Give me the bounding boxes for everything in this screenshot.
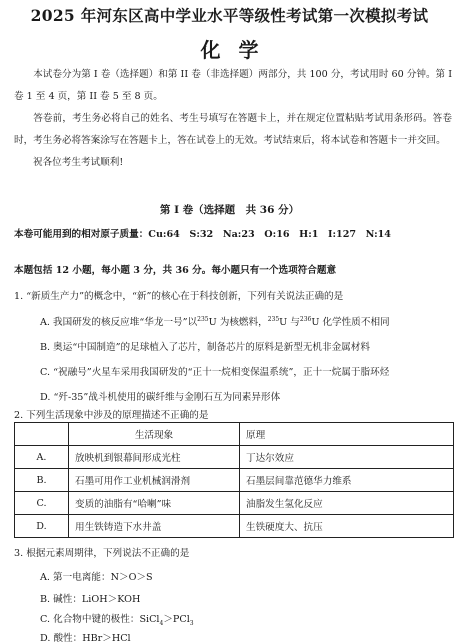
row-phenomenon: 石墨可用作工业机械润滑剂 — [69, 469, 240, 492]
row-principle: 丁达尔效应 — [240, 446, 454, 469]
table-row — [15, 469, 454, 492]
q3-option-b: B. 碱性：LiOH＞KOH — [40, 594, 141, 605]
table-header-phenomenon: 生活现象 — [69, 423, 240, 446]
table-row — [15, 446, 454, 469]
q1-option-a-text-2: U 为核燃料， — [208, 317, 268, 328]
row-phenomenon: 放映机到银幕间形成光柱 — [69, 446, 240, 469]
exam-title: 2025 年河东区高中学业水平等级性考试第一次模拟考试 — [30, 6, 429, 25]
table-row — [15, 492, 454, 515]
q1-option-c: C. “祝融号”火星车采用我国研发的“正十一烷相变保温系统”，正十一烷属于脂环烃 — [40, 367, 390, 378]
subscript: 3 — [189, 619, 194, 627]
q3-option-c-text-1: C. 化合物中键的极性：SiCl — [40, 614, 160, 625]
q3-option-a: A. 第一电离能：N＞O＞S — [40, 572, 153, 583]
q2-stem: 2. 下列生活现象中涉及的原理描述不正确的是 — [14, 410, 209, 421]
q1-option-b: B. 奥运“中国制造”的足球植入了芯片，制备芯片的原料是新型无机非金属材料 — [40, 342, 370, 353]
good-luck-text: 祝各位考生考试顺利! — [33, 157, 124, 168]
mass-number: 235 — [267, 315, 280, 323]
q1-option-a-text-4: U 化学性质不相同 — [311, 317, 390, 328]
q1-option-d: D. “歼-35”战斗机使用的碳纤维与金刚石互为同素异形体 — [40, 392, 281, 403]
q3-stem: 3. 根据元素周期律，下列说法不正确的是 — [14, 548, 190, 559]
table-header-row — [15, 423, 454, 446]
row-principle: 油脂发生氢化反应 — [240, 492, 454, 515]
row-phenomenon: 变质的油脂有“哈喇”味 — [69, 492, 240, 515]
intro-paragraph-2: 答卷前，考生务必将自己的姓名、考生号填写在答题卡上，并在规定位置粘贴考试用条形码。答卷时，考生务必将答案涂写在答题卡上，答在试卷上的无效。考试结束后，将本试卷和答题卡一并交回。 — [14, 113, 452, 146]
row-phenomenon: 用生铁铸造下水井盖 — [69, 515, 240, 538]
row-principle: 生铁硬度大、抗压 — [240, 515, 454, 538]
atomic-masses: 本卷可能用到的相对原子质量：Cu:64 S:32 Na:23 O:16 H:1 I:127 N:14 — [14, 229, 391, 240]
subscript: 4 — [159, 619, 164, 627]
table-header-principle: 原理 — [240, 423, 454, 446]
q3-option-d: D. 酸性：HBr＞HCl — [40, 633, 131, 644]
q3-option-c — [40, 611, 194, 625]
q3-option-c-text-2: ＞PCl — [163, 614, 190, 625]
mass-number: 236 — [299, 315, 312, 323]
row-principle: 石墨层间靠范德华力维系 — [240, 469, 454, 492]
subject-title: 化学 — [200, 38, 277, 62]
row-label: B. — [15, 469, 69, 492]
section-instructions: 本题包括 12 小题，每小题 3 分，共 36 分。每小题只有一个选项符合题意 — [14, 265, 337, 276]
q1-option-a-text-1: A. 我国研发的核反应堆“华龙一号”以 — [40, 317, 198, 328]
row-label: C. — [15, 492, 69, 515]
intro-paragraph-1: 本试卷分为第 I 卷（选择题）和第 II 卷（非选择题）两部分，共 100 分，考试用时 60 分钟。第 I 卷 1 至 4 页，第 II 卷 5 至 8 页。 — [14, 69, 452, 102]
table-row — [15, 515, 454, 538]
mass-number: 235 — [197, 315, 209, 323]
q1-option-a — [40, 314, 390, 328]
q1-option-a-text-3: U 与 — [279, 317, 300, 328]
row-label: D. — [15, 515, 69, 538]
row-label: A. — [15, 446, 69, 469]
section-heading: 第 I 卷（选择题 共 36 分） — [159, 204, 300, 216]
table-header-blank — [15, 423, 69, 446]
q1-stem: 1. “新质生产力”的概念中，“新”的核心在于科技创新，下列有关说法正确的是 — [14, 291, 344, 302]
q2-table — [14, 422, 454, 538]
